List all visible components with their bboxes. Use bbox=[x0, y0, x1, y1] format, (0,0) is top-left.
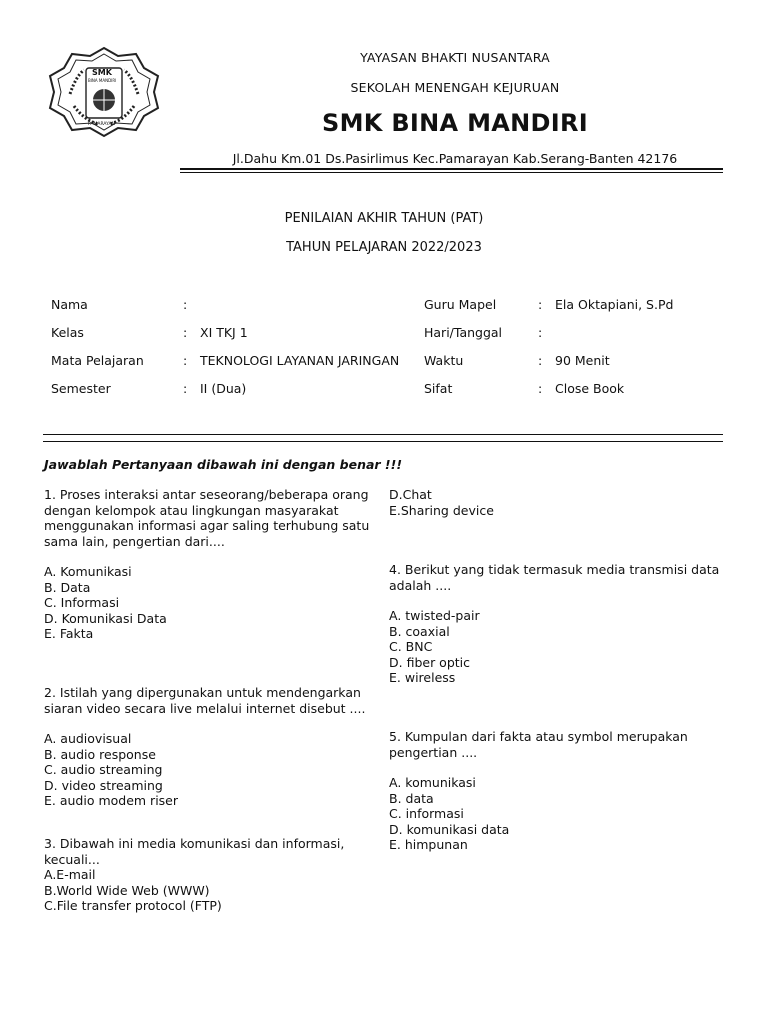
logo-text-top: SMK bbox=[92, 68, 112, 77]
answer-option: B. audio response bbox=[44, 746, 156, 762]
logo-text-subtitle: BINA MANDIRI bbox=[88, 78, 117, 83]
section-divider-2 bbox=[43, 441, 723, 442]
info-colon: : bbox=[183, 353, 188, 368]
letterhead-rule-thick bbox=[180, 168, 723, 170]
question-text: 5. Kumpulan dari fakta atau symbol merupakan bbox=[389, 729, 688, 744]
info-colon: : bbox=[538, 325, 543, 340]
question-text: 2. Istilah yang dipergunakan untuk mendengarkan bbox=[44, 685, 361, 700]
answer-option: D. Komunikasi Data bbox=[44, 610, 167, 626]
info-value-semester: II (Dua) bbox=[200, 381, 247, 396]
school-logo bbox=[48, 46, 160, 138]
question-3 bbox=[44, 836, 344, 914]
question-text: dengan kelompok atau lingkungan masyarakat bbox=[44, 502, 339, 518]
answer-option: C. BNC bbox=[389, 639, 433, 654]
question-4 bbox=[389, 562, 719, 686]
question-text: kecuali... bbox=[44, 851, 100, 867]
answer-option: C. informasi bbox=[389, 806, 464, 821]
question-text: 4. Berikut yang tidak termasuk media transmisi data bbox=[389, 562, 720, 577]
exam-title: PENILAIAN AKHIR TAHUN (PAT) bbox=[284, 211, 484, 226]
info-colon: : bbox=[538, 381, 543, 396]
answer-option: B. coaxial bbox=[389, 623, 450, 639]
question-2 bbox=[44, 685, 365, 809]
question-text: siaran video secara live melalui internet disebut .... bbox=[44, 700, 366, 716]
answer-option: A. komunikasi bbox=[389, 775, 476, 790]
answer-option: D. fiber optic bbox=[389, 654, 471, 670]
foundation-name: YAYASAN BHAKTI NUSANTARA bbox=[360, 50, 550, 65]
answer-option: C. audio streaming bbox=[44, 762, 163, 777]
question-text: 3. Dibawah ini media komunikasi dan informasi, bbox=[44, 836, 345, 851]
info-colon: : bbox=[183, 297, 188, 312]
instruction-text: Jawablah Pertanyaan dibawah ini dengan benar !!! bbox=[44, 457, 403, 472]
info-label-nama: Nama bbox=[51, 297, 88, 312]
answer-option: D.Chat bbox=[389, 487, 432, 502]
school-address: Jl.Dahu Km.01 Ds.Pasirlimus Kec.Pamarayan Kab.Serang-Banten 42176 bbox=[232, 151, 678, 166]
question-text: adalah .... bbox=[389, 577, 452, 593]
section-divider-1 bbox=[43, 434, 723, 435]
answer-option: A. audiovisual bbox=[44, 731, 132, 746]
info-label-guru: Guru Mapel bbox=[424, 297, 497, 312]
info-label-sifat: Sifat bbox=[424, 381, 453, 396]
question-1 bbox=[44, 487, 369, 642]
question-3-continued bbox=[389, 487, 494, 518]
info-value-sifat: Close Book bbox=[555, 381, 625, 396]
answer-option: E. audio modem riser bbox=[44, 793, 179, 808]
question-5 bbox=[389, 729, 688, 853]
info-label-tanggal: Hari/Tanggal bbox=[424, 325, 503, 340]
info-label-mapel: Mata Pelajaran bbox=[51, 353, 144, 368]
info-label-semester: Semester bbox=[51, 381, 111, 396]
answer-option: B.World Wide Web (WWW) bbox=[44, 882, 210, 898]
exam-year: TAHUN PELAJARAN 2022/2023 bbox=[286, 240, 482, 255]
info-value-mapel: TEKNOLOGI LAYANAN JARINGAN bbox=[200, 353, 400, 368]
info-value-kelas: XI TKJ 1 bbox=[200, 325, 248, 340]
question-text: sama lain, pengertian dari.... bbox=[44, 533, 225, 549]
info-colon: : bbox=[538, 297, 543, 312]
answer-option: D. video streaming bbox=[44, 777, 163, 793]
info-value-waktu: 90 Menit bbox=[555, 353, 610, 368]
answer-option: A.E-mail bbox=[44, 867, 96, 882]
answer-option: E. himpunan bbox=[389, 837, 468, 852]
info-colon: : bbox=[183, 381, 188, 396]
school-name: SMK BINA MANDIRI bbox=[322, 109, 588, 137]
question-text: pengertian .... bbox=[389, 744, 478, 760]
answer-option: A. Komunikasi bbox=[44, 564, 132, 579]
answer-option: B. Data bbox=[44, 579, 91, 595]
info-label-waktu: Waktu bbox=[424, 353, 464, 368]
info-colon: : bbox=[183, 325, 188, 340]
letterhead-rule-thin bbox=[180, 172, 723, 173]
question-text: menggunakan informasi agar saling terhubung satu bbox=[44, 518, 370, 533]
answer-option: D. komunikasi data bbox=[389, 821, 510, 837]
school-type: SEKOLAH MENENGAH KEJURUAN bbox=[350, 80, 560, 95]
answer-option: E.Sharing device bbox=[389, 502, 494, 518]
info-colon: : bbox=[538, 353, 543, 368]
answer-option: E. wireless bbox=[389, 670, 456, 685]
answer-option: A. twisted-pair bbox=[389, 608, 480, 623]
question-text: 1. Proses interaksi antar seseorang/beberapa orang bbox=[44, 487, 369, 502]
logo-text-bottom: PAMARAYAN bbox=[88, 122, 115, 127]
info-label-kelas: Kelas bbox=[51, 325, 84, 340]
answer-option: C.File transfer protocol (FTP) bbox=[44, 898, 222, 913]
answer-option: C. Informasi bbox=[44, 595, 120, 610]
answer-option: E. Fakta bbox=[44, 626, 94, 641]
info-value-guru: Ela Oktapiani, S.Pd bbox=[555, 297, 674, 312]
answer-option: B. data bbox=[389, 790, 434, 806]
